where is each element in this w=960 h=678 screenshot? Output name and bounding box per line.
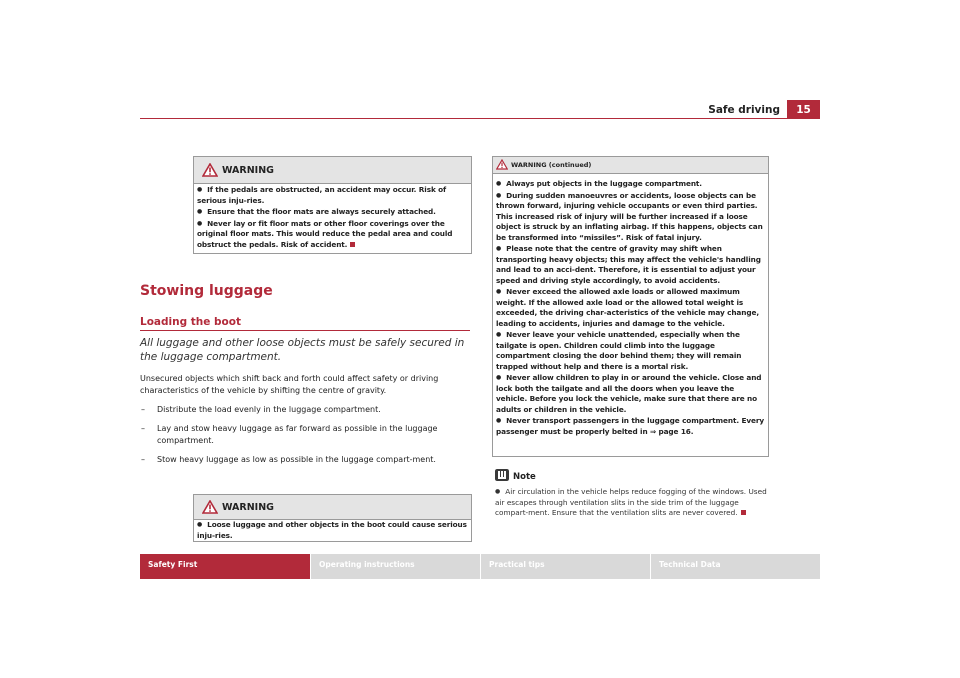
footer-tab-safety-first[interactable]: Safety First xyxy=(140,554,310,579)
warning-item: ● Always put objects in the luggage compartment. xyxy=(496,179,765,190)
footer-tab-technical-data[interactable]: Technical Data xyxy=(650,554,820,579)
footer-tab-practical-tips[interactable]: Practical tips xyxy=(480,554,650,579)
warning-label: WARNING xyxy=(222,165,274,176)
intro-text: All luggage and other loose objects must be safely secured in the luggage compartment. xyxy=(140,337,465,363)
warning-body xyxy=(493,179,768,438)
dash-item: – Stow heavy luggage as low as possible in the luggage compart-ment. xyxy=(140,454,472,466)
warning-body xyxy=(194,185,471,251)
header-rule xyxy=(140,118,820,119)
end-marker-icon xyxy=(350,242,355,247)
end-marker-icon xyxy=(741,510,746,515)
note-icon xyxy=(495,469,509,481)
warning-triangle-icon xyxy=(202,163,218,177)
warning-item: ● Never allow children to play in or around the vehicle. Close and lock both the tailgate and all the doors when you leave the vehicle. Before you lock the vehicle, make sure that there are no adults or children in the vehicle. xyxy=(496,373,765,415)
footer-nav xyxy=(140,554,820,579)
page-reference-link[interactable]: ⇒ page 16. xyxy=(650,426,694,436)
warning-label: WARNING (continued) xyxy=(511,161,592,169)
warning-item: ● Loose luggage and other objects in the boot could cause serious inju-ries. xyxy=(197,520,468,541)
warning-item: ● Never lay or fit floor mats or other floor coverings over the original floor mats. This would reduce the pedal area and could obstruct the pedals. Risk of accident. xyxy=(197,219,468,251)
note-label: Note xyxy=(513,472,536,482)
warning-box-bottom xyxy=(193,494,472,542)
warning-item: ● During sudden manoeuvres or accidents, loose objects can be thrown forward, injuring vehicle occupants or even third parties. This increased risk of injury will be further increased if a loose object is struck by an inflating airbag. If this happens, objects can be transformed into “missiles”. Risk of fatal injury. xyxy=(496,191,765,244)
warning-triangle-icon xyxy=(202,500,218,514)
warning-item: ● Please note that the centre of gravity may shift when transporting heavy objects; this may affect the vehicle's handling and lead to an acci-dent. Therefore, it is essential to adjust your speed and driving style accordingly, to avoid accidents. xyxy=(496,244,765,286)
dash-item: – Distribute the load evenly in the luggage compartment. xyxy=(140,404,472,416)
warning-box-top xyxy=(193,156,472,254)
warning-body xyxy=(194,520,471,542)
warning-item: ● Never exceed the allowed axle loads or allowed maximum weight. If the allowed axle load or the allowed total weight is exceeded, the driving char-acteristics of the vehicle may change, leading to accidents, injuries and damage to the vehicle. xyxy=(496,287,765,329)
subsection-title: Loading the boot xyxy=(140,316,241,328)
dash-item: – Lay and stow heavy luggage as far forward as possible in the luggage compartment. xyxy=(140,423,472,446)
subsection-rule xyxy=(140,330,470,331)
warning-label: WARNING xyxy=(222,502,274,513)
body-text: Unsecured objects which shift back and forth could affect safety or driving characteristics of the vehicle by shifting the centre of gravity. xyxy=(140,374,439,395)
warning-item: ● If the pedals are obstructed, an accident may occur. Risk of serious inju-ries. xyxy=(197,185,468,206)
warning-item: ● Never transport passengers in the luggage compartment. Every passenger must be properly belted in ⇒ page 16. xyxy=(496,416,765,437)
warning-triangle-icon xyxy=(496,159,508,170)
warning-item: ● Ensure that the floor mats are always securely attached. xyxy=(197,207,468,218)
footer-tab-operating-instructions[interactable]: Operating instructions xyxy=(310,554,480,579)
section-title: Stowing luggage xyxy=(140,283,273,299)
note-text: ● Air circulation in the vehicle helps reduce fogging of the windows. Used air escapes through ventilation slits in the side trim of the luggage compart-ment. Ensure that the ventilation slits are never covered. xyxy=(495,487,773,519)
warning-box-continued xyxy=(492,156,769,457)
page-number: 15 xyxy=(787,100,820,119)
warning-item: ● Never leave your vehicle unattended, especially when the tailgate is open. Children could climb into the luggage compartment closing the door behind them; they will remain trapped without help and there is a mortal risk. xyxy=(496,330,765,372)
header-title: Safe driving xyxy=(708,104,780,116)
